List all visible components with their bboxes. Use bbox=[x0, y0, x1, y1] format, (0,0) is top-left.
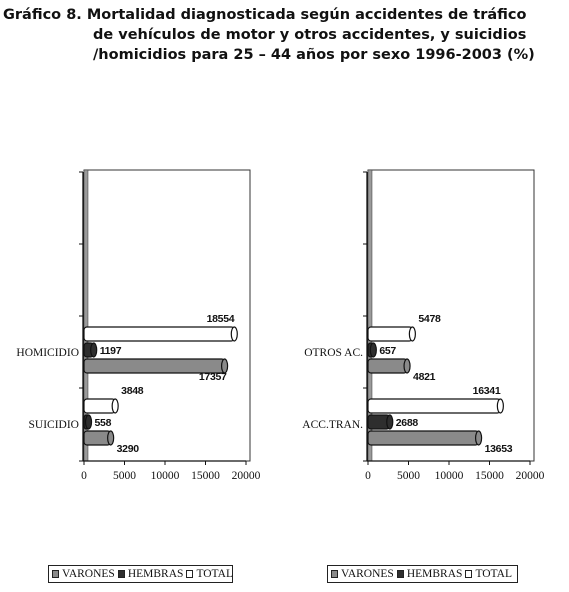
category-label: HOMICIDIO bbox=[16, 347, 79, 359]
legend-swatch bbox=[52, 570, 59, 578]
legend-label: TOTAL bbox=[475, 568, 512, 580]
title-line-3: /homicidios para 25 – 44 años por sexo 1996-2003 (%) bbox=[93, 47, 535, 63]
bar-cap bbox=[231, 327, 237, 341]
bar-body bbox=[368, 327, 412, 341]
x-tick-label: 15000 bbox=[475, 470, 504, 482]
x-tick-label: 10000 bbox=[150, 470, 180, 482]
x-tick-label: 0 bbox=[81, 470, 87, 482]
x-tick-label: 20000 bbox=[515, 470, 545, 482]
legend-label: HEMBRAS bbox=[406, 568, 463, 580]
data-label: 3848 bbox=[121, 385, 144, 397]
category-label: SUICIDIO bbox=[28, 419, 79, 431]
legend-item-hembras bbox=[397, 568, 463, 580]
data-label: 1197 bbox=[99, 345, 122, 357]
bar-body bbox=[368, 359, 407, 373]
bar-cap bbox=[497, 399, 503, 413]
bar bbox=[368, 359, 410, 373]
bar bbox=[84, 327, 237, 341]
bar bbox=[368, 327, 415, 341]
legend-item-varones bbox=[52, 568, 115, 580]
legend-swatch bbox=[465, 570, 472, 578]
data-label: 657 bbox=[379, 345, 396, 357]
bar-body bbox=[84, 431, 111, 445]
bar bbox=[84, 399, 118, 413]
legend-swatch bbox=[118, 570, 125, 578]
legend-item-varones bbox=[331, 568, 394, 580]
legend-right bbox=[327, 565, 518, 583]
bar bbox=[84, 415, 92, 429]
data-label: 2688 bbox=[395, 417, 418, 429]
bar-cap bbox=[404, 359, 410, 373]
category-label: OTROS AC. bbox=[304, 347, 363, 359]
bar-cap bbox=[108, 431, 114, 445]
title-line-2: de vehículos de motor y otros accidentes, y suicidios bbox=[93, 27, 527, 43]
bar-body bbox=[84, 327, 234, 341]
x-tick-label: 0 bbox=[365, 470, 371, 482]
x-tick-label: 5000 bbox=[397, 470, 420, 482]
bar-cap bbox=[86, 415, 92, 429]
legend-item-total bbox=[465, 568, 512, 580]
category-label: ACC.TRAN. bbox=[302, 419, 363, 431]
plot-area bbox=[368, 170, 534, 461]
bar-cap bbox=[370, 343, 376, 357]
x-tick-label: 15000 bbox=[191, 470, 220, 482]
legend-left bbox=[48, 565, 233, 583]
bar-body bbox=[368, 399, 500, 413]
legend-label: VARONES bbox=[62, 568, 115, 580]
legend-label: VARONES bbox=[341, 568, 394, 580]
legend-swatch bbox=[331, 570, 338, 578]
bar-cap bbox=[91, 343, 97, 357]
data-label: 5478 bbox=[418, 313, 441, 325]
x-tick-label: 10000 bbox=[434, 470, 464, 482]
bar-body bbox=[84, 399, 115, 413]
x-tick-label: 20000 bbox=[231, 470, 261, 482]
bar-cap bbox=[409, 327, 415, 341]
legend-swatch bbox=[397, 570, 404, 578]
legend-label: TOTAL bbox=[196, 568, 233, 580]
bar-body bbox=[368, 431, 479, 445]
legend-label: HEMBRAS bbox=[127, 568, 184, 580]
bar bbox=[84, 343, 97, 357]
bar bbox=[84, 431, 114, 445]
data-label: 4821 bbox=[413, 371, 436, 383]
legend-item-hembras bbox=[118, 568, 184, 580]
bar bbox=[368, 343, 376, 357]
data-label: 3290 bbox=[116, 443, 139, 455]
x-tick-label: 5000 bbox=[113, 470, 136, 482]
bar-cap bbox=[112, 399, 118, 413]
legend-item-total bbox=[186, 568, 233, 580]
title-line-1: Gráfico 8. Mortalidad diagnosticada según accidentes de tráfico bbox=[3, 7, 527, 23]
data-label: 13653 bbox=[484, 443, 513, 455]
data-label: 17357 bbox=[198, 371, 227, 383]
data-label: 558 bbox=[94, 417, 112, 429]
bar bbox=[368, 415, 393, 429]
bar-cap bbox=[476, 431, 482, 445]
data-label: 18554 bbox=[206, 313, 235, 325]
bar-cap bbox=[387, 415, 393, 429]
data-label: 16341 bbox=[472, 385, 501, 397]
bar bbox=[368, 431, 482, 445]
legend-swatch bbox=[186, 570, 193, 578]
bar bbox=[368, 399, 503, 413]
